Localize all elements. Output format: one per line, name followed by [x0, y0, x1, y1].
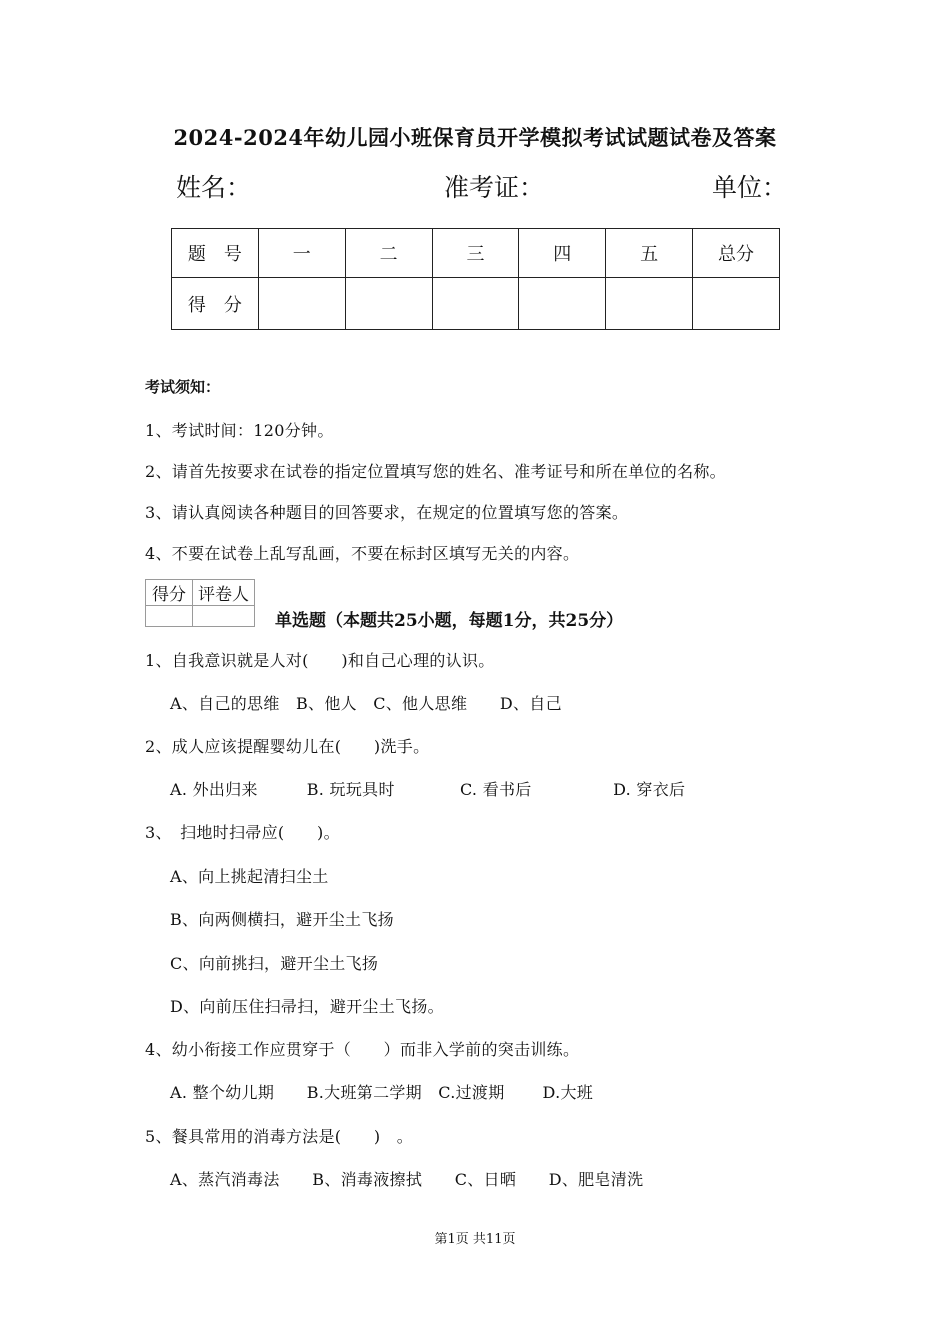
unit-field-label: 单位：	[712, 173, 788, 202]
score-table-header-row	[172, 229, 780, 278]
score-cell[interactable]	[432, 278, 519, 330]
grader-box-header-row	[146, 580, 255, 606]
question-text: 1、自我意识就是人对( )和自己心理的认识。	[145, 651, 495, 670]
section-title: 单选题（本题共25小题，每题1分，共25分）	[275, 611, 624, 631]
score-cell[interactable]	[693, 278, 780, 330]
score-cell[interactable]	[519, 278, 606, 330]
question-option: D、向前压住扫帚扫，避开尘土飞扬。	[170, 997, 444, 1016]
score-table-header-cell: 题 号	[172, 229, 259, 278]
grader-box	[145, 579, 255, 627]
page-footer: 第1页 共11页	[434, 1232, 516, 1247]
grader-box-score-label: 得分	[146, 580, 193, 606]
notice-item: 2、请首先按要求在试卷的指定位置填写您的姓名、准考证号和所在单位的名称。	[145, 462, 726, 481]
question-text: 2、成人应该提醒婴幼儿在( )洗手。	[145, 737, 430, 756]
score-table-header-cell: 四	[519, 229, 606, 278]
score-table-score-label: 得 分	[172, 278, 259, 330]
score-table-header-cell: 一	[258, 229, 345, 278]
notice-item: 1、考试时间：120分钟。	[145, 421, 334, 440]
score-table-score-row	[172, 278, 780, 330]
question-option: A. 整个幼儿期 B.大班第二学期 C.过渡期 D.大班	[170, 1083, 594, 1102]
score-table-header-cell: 总分	[693, 229, 780, 278]
name-field-label: 姓名：	[176, 173, 252, 202]
score-table-header-cell: 五	[606, 229, 693, 278]
question-option: A. 外出归来 B. 玩玩具时 C. 看书后 D. 穿衣后	[170, 780, 686, 799]
notice-title: 考试须知：	[145, 378, 221, 396]
score-cell[interactable]	[606, 278, 693, 330]
question-option: B、向两侧横扫，避开尘土飞扬	[170, 910, 394, 929]
score-table-header-cell: 二	[345, 229, 432, 278]
question-text: 4、幼小衔接工作应贯穿于（ ）而非入学前的突击训练。	[145, 1040, 580, 1059]
grader-box-input-row	[146, 606, 255, 627]
exam-id-field-label: 准考证：	[444, 173, 545, 202]
score-cell[interactable]	[258, 278, 345, 330]
score-table	[171, 228, 780, 330]
question-text: 5、餐具常用的消毒方法是( ) 。	[145, 1127, 414, 1146]
grader-box-grader-label: 评卷人	[193, 580, 255, 606]
document-title: 2024-2024年幼儿园小班保育员开学模拟考试试题试卷及答案	[173, 125, 777, 150]
question-text: 3、 扫地时扫帚应( )。	[145, 823, 340, 842]
grader-score-cell[interactable]	[146, 606, 193, 627]
question-option: A、蒸汽消毒法 B、消毒液擦拭 C、日晒 D、肥皂清洗	[170, 1170, 644, 1189]
grader-name-cell[interactable]	[193, 606, 255, 627]
question-option: A、向上挑起清扫尘土	[170, 867, 329, 886]
notice-item: 3、请认真阅读各种题目的回答要求，在规定的位置填写您的答案。	[145, 503, 629, 522]
question-option: A、自己的思维 B、他人 C、他人思维 D、自己	[170, 694, 562, 713]
score-table-header-cell: 三	[432, 229, 519, 278]
question-option: C、向前挑扫，避开尘土飞扬	[170, 954, 379, 973]
score-cell[interactable]	[345, 278, 432, 330]
notice-item: 4、不要在试卷上乱写乱画，不要在标封区填写无关的内容。	[145, 544, 580, 563]
